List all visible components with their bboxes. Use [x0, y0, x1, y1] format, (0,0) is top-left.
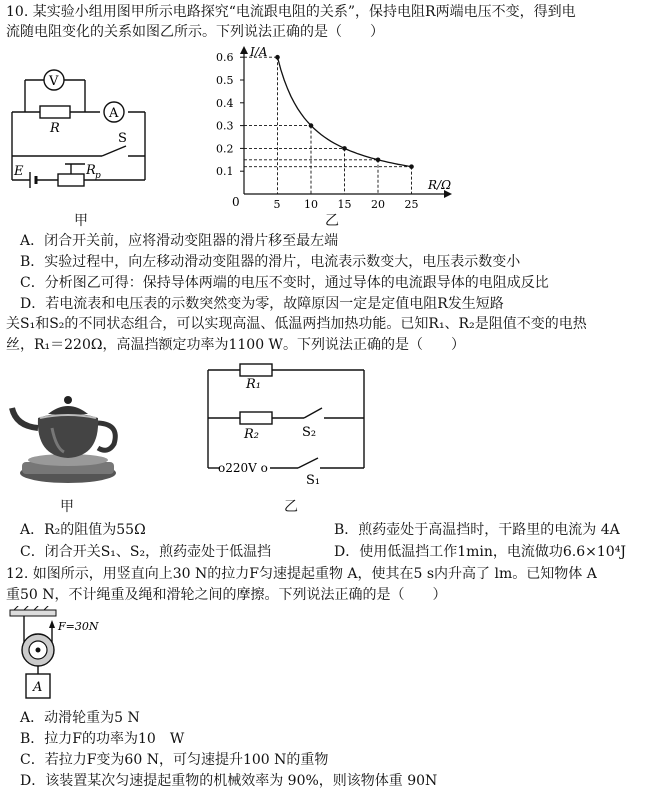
pulley-figure	[6, 606, 116, 706]
q10-voltmeter-label: V	[49, 74, 59, 89]
x-tick-label: 25	[404, 198, 419, 209]
y-axis-label: I/A	[250, 45, 268, 59]
q11-caption-a: 甲	[60, 499, 74, 515]
q11-stem-line1: 关S₁和S₂的不同状态组合，可以实现高温、低温两挡加热功能。已知R₁、R₂是阻值不变的电热	[6, 316, 587, 332]
q10-resistor-label: R	[50, 121, 60, 136]
q11-s1-label: S₁	[306, 473, 321, 485]
data-point	[342, 146, 347, 151]
y-tick-label: 0.1	[216, 165, 234, 179]
q11-option-c: C．闭合开关S₁、S₂，煎药壶处于低温挡	[20, 544, 272, 560]
q11-s2-label: S₂	[302, 425, 317, 440]
data-point	[275, 55, 280, 60]
q10-current-resistance-graph	[196, 44, 466, 209]
q10-caption-a: 甲	[74, 213, 88, 229]
q10-stem-line1: 10. 某实验小组用图甲所示电路探究“电流跟电阻的关系”，保持电阻R两端电压不变，得到电	[6, 4, 576, 20]
q10-circuit-diagram	[0, 60, 170, 190]
x-tick-label: 5	[273, 198, 281, 209]
q11-caption-b: 乙	[284, 499, 298, 515]
x-tick-label: 10	[304, 198, 318, 209]
data-point	[376, 158, 381, 163]
x-tick-label: 15	[337, 198, 352, 209]
q10-source-label: E	[14, 164, 24, 179]
q10-rheostat-label: R	[86, 163, 96, 178]
q10-rheostat-sub: p	[95, 171, 101, 181]
q10-caption-b: 乙	[325, 213, 339, 229]
q12-option-d: D．该装置某次匀速提起重物的机械效率为 90%，则该物体重 90N	[20, 773, 438, 789]
q12-option-c: C．若拉力F变为60 N，可匀速提升100 N的重物	[20, 752, 329, 768]
q10-switch-label: S	[118, 131, 127, 146]
q11-circuit-diagram	[196, 360, 376, 485]
data-point	[309, 123, 314, 128]
q10-stem-line2: 流随电阻变化的关系如图乙所示。下列说法正确的是（ ）	[6, 24, 384, 40]
kettle-picture	[8, 378, 128, 488]
x-tick-label: 20	[371, 198, 385, 209]
q10-option-c: C．分析图乙可得：保持导体两端的电压不变时，通过导体的电流跟导体的电阻成反比	[20, 275, 549, 291]
data-point	[409, 164, 414, 169]
origin-label: 0	[232, 195, 240, 209]
y-tick-label: 0.4	[216, 96, 234, 110]
q12-option-b: B．拉力F的功率为10 W	[20, 731, 185, 747]
q10-option-a: A．闭合开关前，应将滑动变阻器的滑片移至最左端	[20, 233, 339, 249]
q12-stem-line2: 重50 N，不计绳重及绳和滑轮之间的摩擦。下列说法正确的是（ ）	[6, 587, 447, 603]
q12-stem-line1: 12. 如图所示，用竖直向上30 N的拉力F匀速提起重物 A，使其在5 s内升高了 lm。已知物体 A	[6, 566, 597, 582]
q10-option-b: B．实验过程中，向左移动滑动变阻器的滑片，电流表示数变大，电压表示数变小	[20, 254, 521, 270]
q10-ammeter-label: A	[109, 106, 119, 121]
y-tick-label: 0.2	[216, 142, 234, 156]
y-tick-label: 0.5	[216, 74, 234, 87]
y-tick-label: 0.3	[216, 119, 234, 133]
q11-option-d: D．使用低温挡工作1min，电流做功6.6×10⁴J	[334, 544, 626, 560]
q11-r2-label: R₂	[244, 427, 259, 442]
x-axis-label: R/Ω	[428, 178, 452, 192]
y-tick-label: 0.6	[216, 51, 234, 65]
q11-stem-line2: 丝，R₁＝220Ω，高温挡额定功率为1100 W。下列说法正确的是（ ）	[6, 337, 465, 353]
q11-option-a: A．R₂的阻值为55Ω	[20, 522, 146, 538]
q11-option-b: B．煎药壶处于高温挡时，干路里的电流为 4A	[334, 522, 620, 538]
q11-supply-label: o220V o	[218, 461, 268, 475]
q12-block-label: A	[33, 680, 43, 695]
q12-force-label: F=30N	[58, 620, 99, 633]
q12-option-a: A．动滑轮重为5 N	[20, 710, 140, 726]
q11-r1-label: R₁	[246, 377, 261, 392]
q10-option-d: D．若电流表和电压表的示数突然变为零，故障原因一定是定值电阻R发生短路	[20, 296, 504, 312]
